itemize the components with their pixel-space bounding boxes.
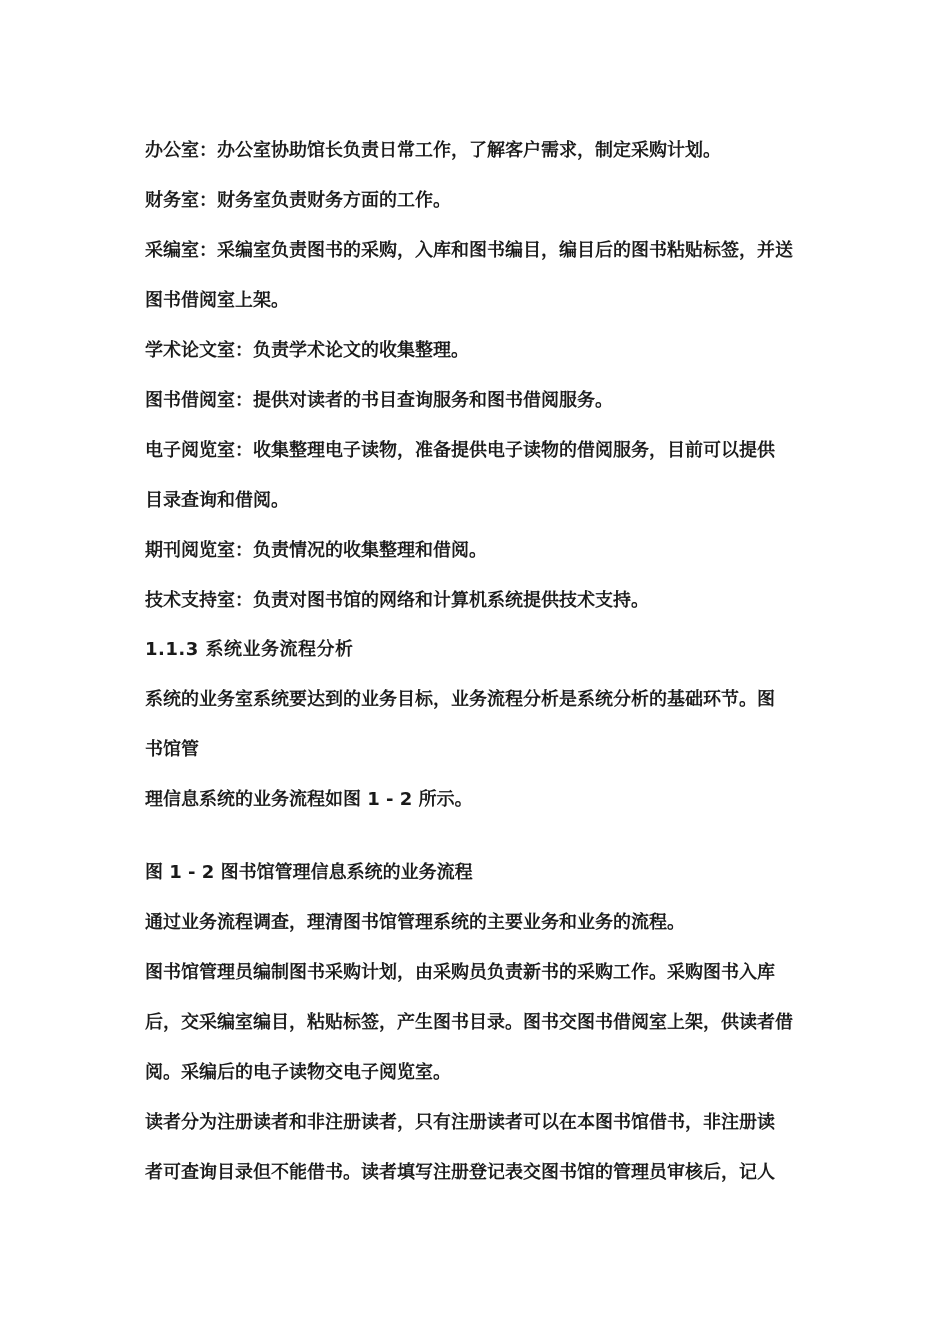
paragraph-process-intro-line-3: 理信息系统的业务流程如图 1 - 2 所示。 <box>145 789 473 810</box>
paragraph-purchasing-line-1: 图书馆管理员编制图书采购计划，由采购员负责新书的采购工作。采购图书入库 <box>145 962 775 983</box>
paragraph-e-reading-line-1: 电子阅览室：收集整理电子读物，准备提供电子读物的借阅服务，目前可以提供 <box>145 440 775 461</box>
paragraph-e-reading-line-2: 目录查询和借阅。 <box>145 490 289 511</box>
paragraph-periodicals: 期刊阅览室：负责情况的收集整理和借阅。 <box>145 540 487 561</box>
paragraph-cataloging-line-1: 采编室：采编室负责图书的采购，入库和图书编目，编目后的图书粘贴标签，并送 <box>145 240 793 261</box>
paragraph-lending-room: 图书借阅室：提供对读者的书目查询服务和图书借阅服务。 <box>145 390 613 411</box>
paragraph-readers-line-2: 者可查询目录但不能借书。读者填写注册登记表交图书馆的管理员审核后，记人 <box>145 1162 775 1183</box>
paragraph-process-intro-line-2: 书馆管 <box>145 739 199 760</box>
paragraph-finance: 财务室：财务室负责财务方面的工作。 <box>145 190 451 211</box>
paragraph-purchasing-line-3: 阅。采编后的电子读物交电子阅览室。 <box>145 1062 451 1083</box>
paragraph-purchasing-line-2: 后，交采编室编目，粘贴标签，产生图书目录。图书交图书借阅室上架，供读者借 <box>145 1012 793 1033</box>
paragraph-readers-line-1: 读者分为注册读者和非注册读者，只有注册读者可以在本图书馆借书，非注册读 <box>145 1112 775 1133</box>
paragraph-office: 办公室：办公室协助馆长负责日常工作，了解客户需求，制定采购计划。 <box>145 140 721 161</box>
section-heading: 1.1.3 系统业务流程分析 <box>145 639 354 660</box>
paragraph-process-intro-line-1: 系统的业务室系统要达到的业务目标，业务流程分析是系统分析的基础环节。图 <box>145 689 775 710</box>
paragraph-tech-support: 技术支持室：负责对图书馆的网络和计算机系统提供技术支持。 <box>145 590 649 611</box>
paragraph-survey: 通过业务流程调查，理清图书馆管理系统的主要业务和业务的流程。 <box>145 912 685 933</box>
paragraph-cataloging-line-2: 图书借阅室上架。 <box>145 290 289 311</box>
figure-caption: 图 1 - 2 图书馆管理信息系统的业务流程 <box>145 862 473 883</box>
paragraph-thesis-room: 学术论文室：负责学术论文的收集整理。 <box>145 340 469 361</box>
